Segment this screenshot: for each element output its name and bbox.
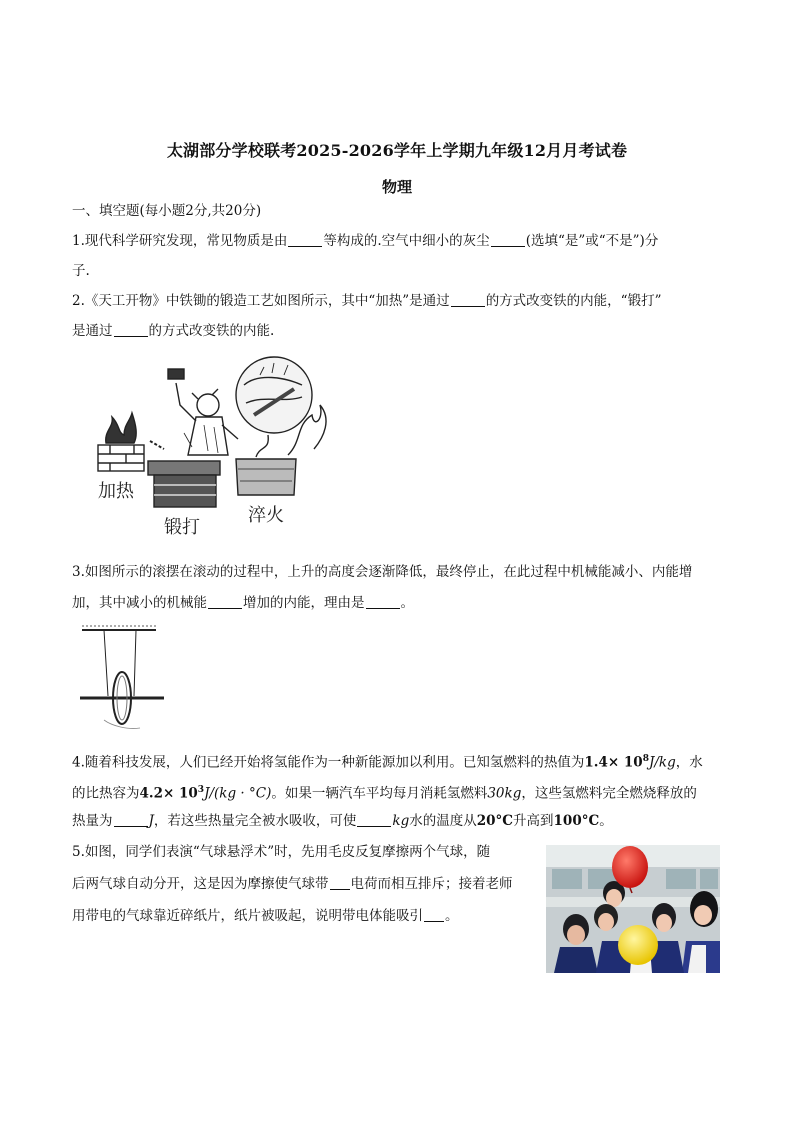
question-5-line-1: 5.如图，同学们表演“气球悬浮术”时，先用毛皮反复摩擦两个气球，随 [72,844,491,860]
question-4-line-3: 热量为 J，若这些热量完全被水吸收，可使 kg水的温度从20°C升高到100°C。 [72,813,613,829]
answer-blank[interactable] [330,875,350,890]
answer-blank[interactable] [366,594,400,609]
label-quench: 淬火 [248,505,284,526]
label-forge: 锻打 [164,517,200,538]
question-4-line-1: 4.随着科技发展，人们已经开始将氢能作为一种新能源加以利用。已知氢燃料的热值为$1.4\times 10^8J/kg$，水 [72,754,703,771]
answer-blank[interactable] [114,322,148,337]
label-heat: 加热 [98,481,134,502]
arrow-icon [150,441,164,449]
question-1-line-1: 1.现代科学研究发现，常见物质是由 等构成的.空气中细小的灰尘 (选填“是”或“不是”)分 [72,233,659,249]
question-3-line-2: 加，其中减小的机械能 增加的内能，理由是 。 [72,595,414,611]
anvil-drawing [148,461,220,507]
question-2-line-2: 是通过 的方式改变铁的内能. [72,323,275,339]
answer-blank[interactable] [491,232,525,247]
red-balloon-drawing [612,846,648,888]
answer-blank[interactable] [451,292,485,307]
pendulum-drawing [80,626,164,729]
yellow-balloon-drawing [618,925,658,965]
question-1-line-2: 子. [72,263,90,279]
answer-blank[interactable] [288,232,322,247]
zoom-circle-drawing [236,357,312,433]
heating-stove-drawing [98,413,144,471]
answer-blank[interactable] [357,812,391,827]
answer-blank[interactable] [208,594,242,609]
blacksmith-drawing [168,369,238,455]
question-5-line-2: 后两气球自动分开，这是因为摩擦使气球带 电荷而相互排斥；接着老师 [72,876,513,892]
question-2-line-1: 2.《天工开物》中铁锄的锻造工艺如图所示，其中“加热”是通过 的方式改变铁的内能，“锻打” [72,293,662,309]
subject-title: 物理 [381,178,412,196]
forging-figure [88,355,348,545]
question-3-line-1: 3.如图所示的滚摆在滚动的过程中，上升的高度会逐渐降低，最终停止，在此过程中机械能减小、内能增 [72,564,693,580]
maxwell-pendulum-figure [78,622,174,740]
answer-blank[interactable] [114,812,148,827]
section-heading: 一、填空题(每小题2分,共20分) [72,203,262,219]
answer-blank[interactable] [424,907,444,922]
balloon-photo [546,845,720,973]
question-4-line-2: 的比热容为$4.2\times 10^3J/(kg \cdot ^\circ C)$。如果一辆汽车平均每月消耗氢燃料30kg，这些氢燃料完全燃烧释放的 [72,785,697,802]
question-5-line-3: 用带电的气球靠近碎纸片，纸片被吸起，说明带电体能吸引 。 [72,908,459,924]
exam-title: 太湖部分学校联考2025-2026学年上学期九年级12月月考试卷 [166,141,628,160]
